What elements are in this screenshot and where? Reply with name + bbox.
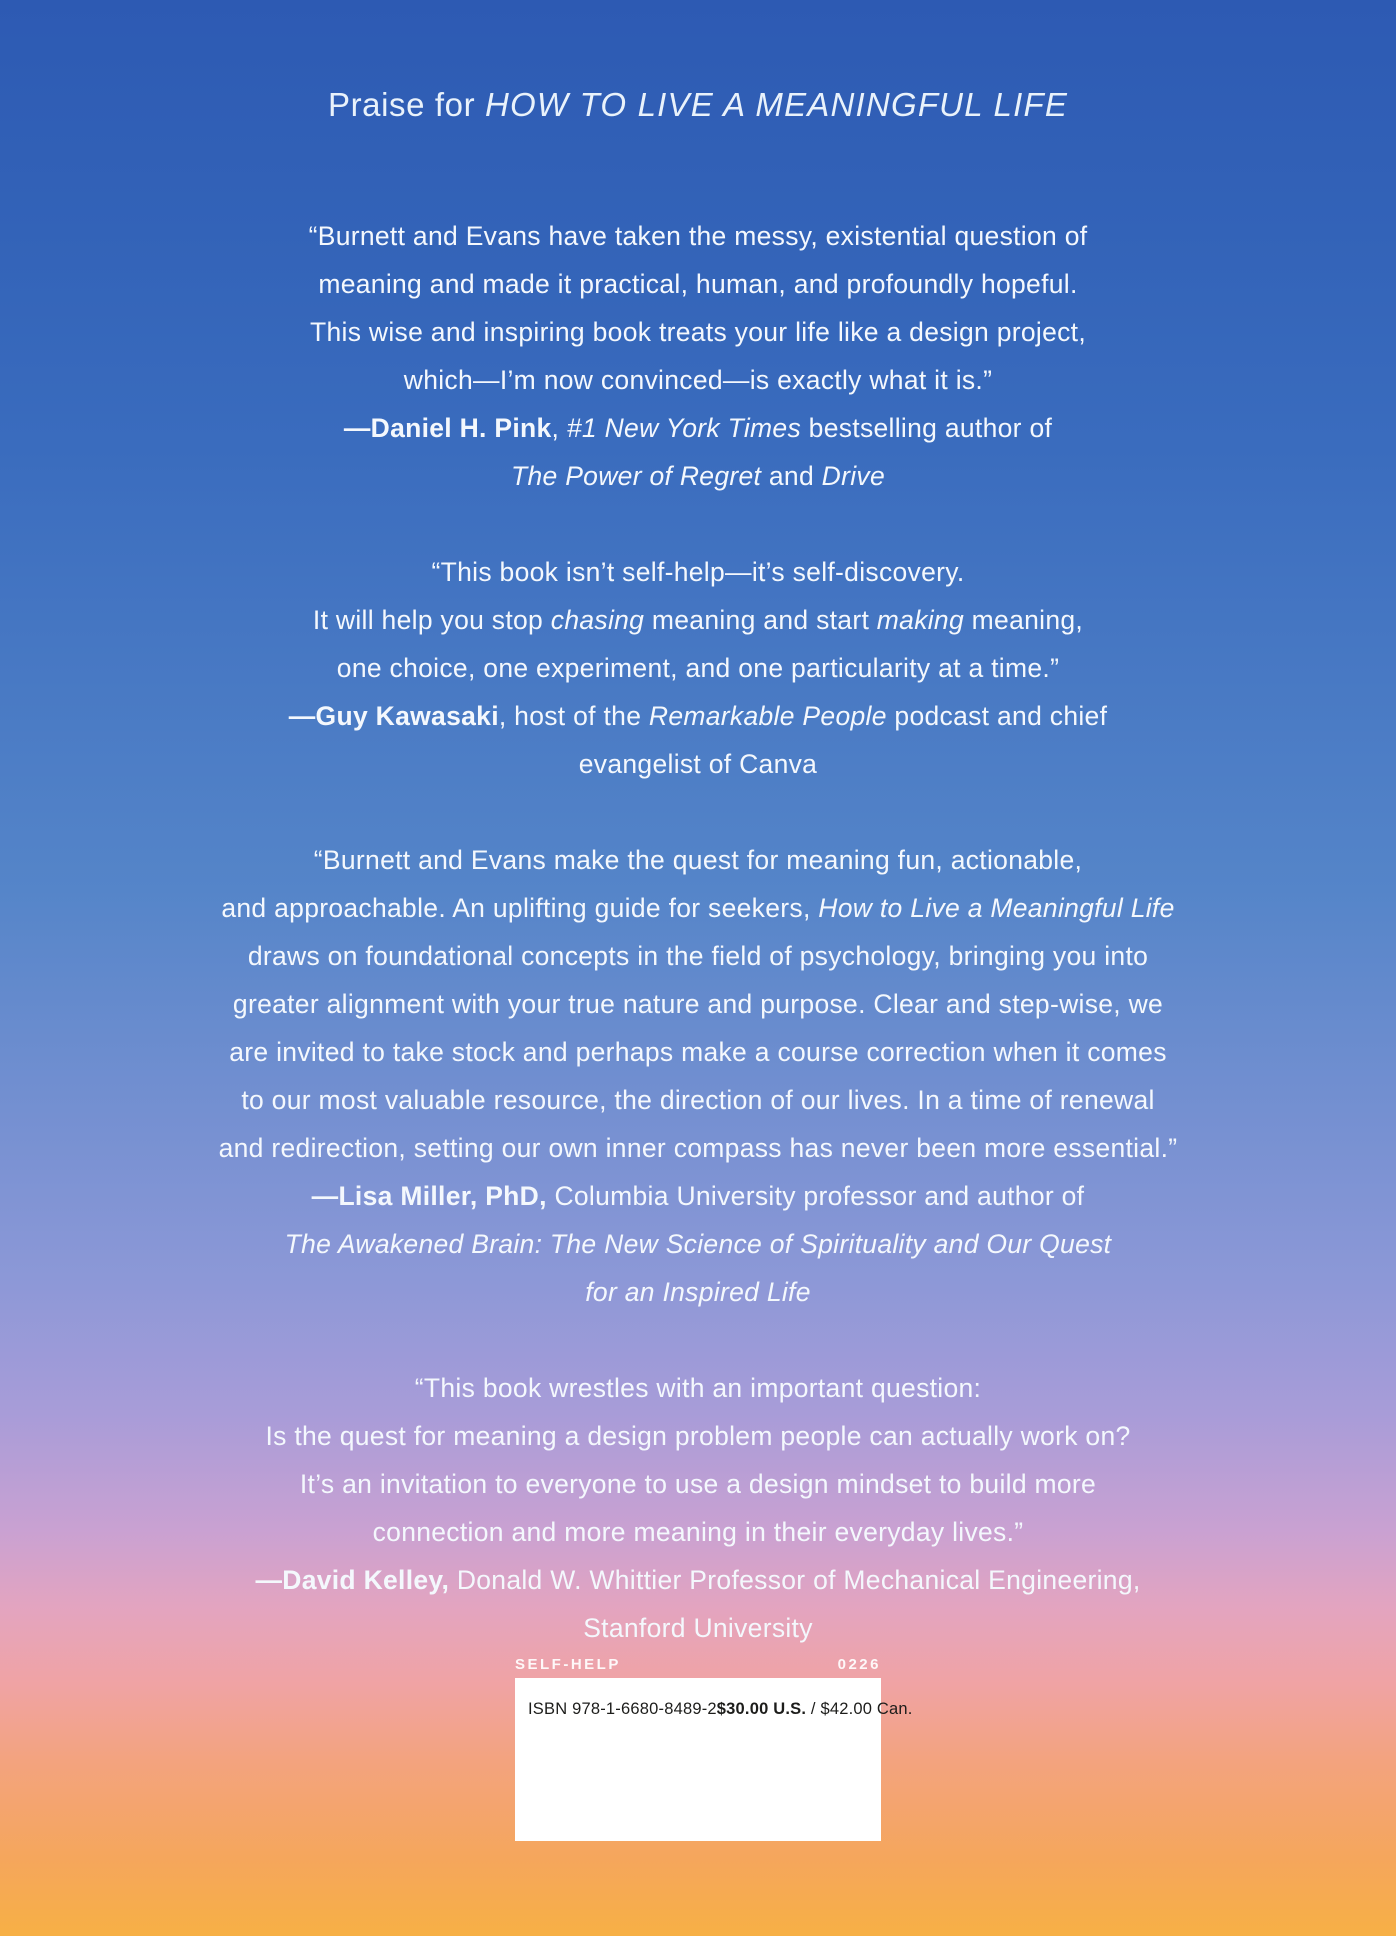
quote-line: —Guy Kawasaki, host of the Remarkable People podcast and chief xyxy=(288,701,1108,731)
quote-line: one choice, one experiment, and one particularity at a time.” xyxy=(336,653,1060,683)
quote-line: greater alignment with your true nature and purpose. Clear and step-wise, we xyxy=(232,989,1164,1019)
quote-block xyxy=(0,548,1396,788)
quote-line: meaning and made it practical, human, and profoundly hopeful. xyxy=(318,269,1078,299)
footer-meta-row xyxy=(515,1656,881,1673)
quote-line: are invited to take stock and perhaps make a course correction when it comes xyxy=(229,1037,1167,1067)
isbn-number: ISBN 978-1-6680-8489-2 xyxy=(528,1700,717,1718)
quote-line: to our most valuable resource, the direction of our lives. In a time of renewal xyxy=(241,1085,1155,1115)
price xyxy=(717,1700,913,1719)
quote-line: —Lisa Miller, PhD, Columbia University professor and author of xyxy=(311,1181,1085,1211)
quote-line: The Awakened Brain: The New Science of Spirituality and Our Quest xyxy=(284,1229,1112,1259)
quote-line: and redirection, setting our own inner compass has never been more essential.” xyxy=(218,1133,1178,1163)
quote-line: and approachable. An uplifting guide for seekers, How to Live a Meaningful Life xyxy=(221,893,1175,923)
print-code: 0226 xyxy=(837,1656,881,1673)
quote-line: connection and more meaning in their everyday lives.” xyxy=(372,1517,1024,1547)
page-title xyxy=(0,0,1396,124)
quote-block xyxy=(0,836,1396,1316)
category-label: SELF-HELP xyxy=(515,1656,621,1673)
quote-line: It’s an invitation to everyone to use a design mindset to build more xyxy=(299,1469,1097,1499)
quote-line: “Burnett and Evans have taken the messy, existential question of xyxy=(308,221,1088,251)
quote-line: This wise and inspiring book treats your life like a design project, xyxy=(309,317,1087,347)
price-us: $30.00 U.S. xyxy=(716,1700,807,1718)
quote-line: “This book wrestles with an important question: xyxy=(414,1373,982,1403)
quote-line: “This book isn’t self-help—it’s self-discovery. xyxy=(431,557,965,587)
quote-block xyxy=(0,1364,1396,1652)
praise-prefix: Praise for xyxy=(327,86,485,123)
quote-block xyxy=(0,212,1396,500)
quote-line: which—I’m now convinced—is exactly what it is.” xyxy=(403,365,993,395)
barcode-area xyxy=(528,1719,868,1819)
quote-line: The Power of Regret and Drive xyxy=(510,461,885,491)
quote-line: Is the quest for meaning a design problem people can actually work on? xyxy=(265,1421,1131,1451)
quote-line: for an Inspired Life xyxy=(585,1277,811,1307)
isbn-row xyxy=(528,1700,913,1719)
footer xyxy=(515,1656,913,1841)
quote-line: draws on foundational concepts in the field of psychology, bringing you into xyxy=(247,941,1149,971)
isbn-box xyxy=(515,1678,913,1841)
price-can: / $42.00 Can. xyxy=(806,1700,913,1718)
quote-line: evangelist of Canva xyxy=(578,749,818,779)
quotes xyxy=(0,212,1396,1652)
quote-line: Stanford University xyxy=(583,1613,813,1643)
quote-line: —Daniel H. Pink, #1 New York Times bestselling author of xyxy=(343,413,1053,443)
quote-line: “Burnett and Evans make the quest for meaning fun, actionable, xyxy=(313,845,1083,875)
book-title: HOW TO LIVE A MEANINGFUL LIFE xyxy=(484,86,1069,123)
quote-line: —David Kelley, Donald W. Whittier Professor of Mechanical Engineering, xyxy=(255,1565,1141,1595)
quote-line: It will help you stop chasing meaning and start making meaning, xyxy=(312,605,1084,635)
